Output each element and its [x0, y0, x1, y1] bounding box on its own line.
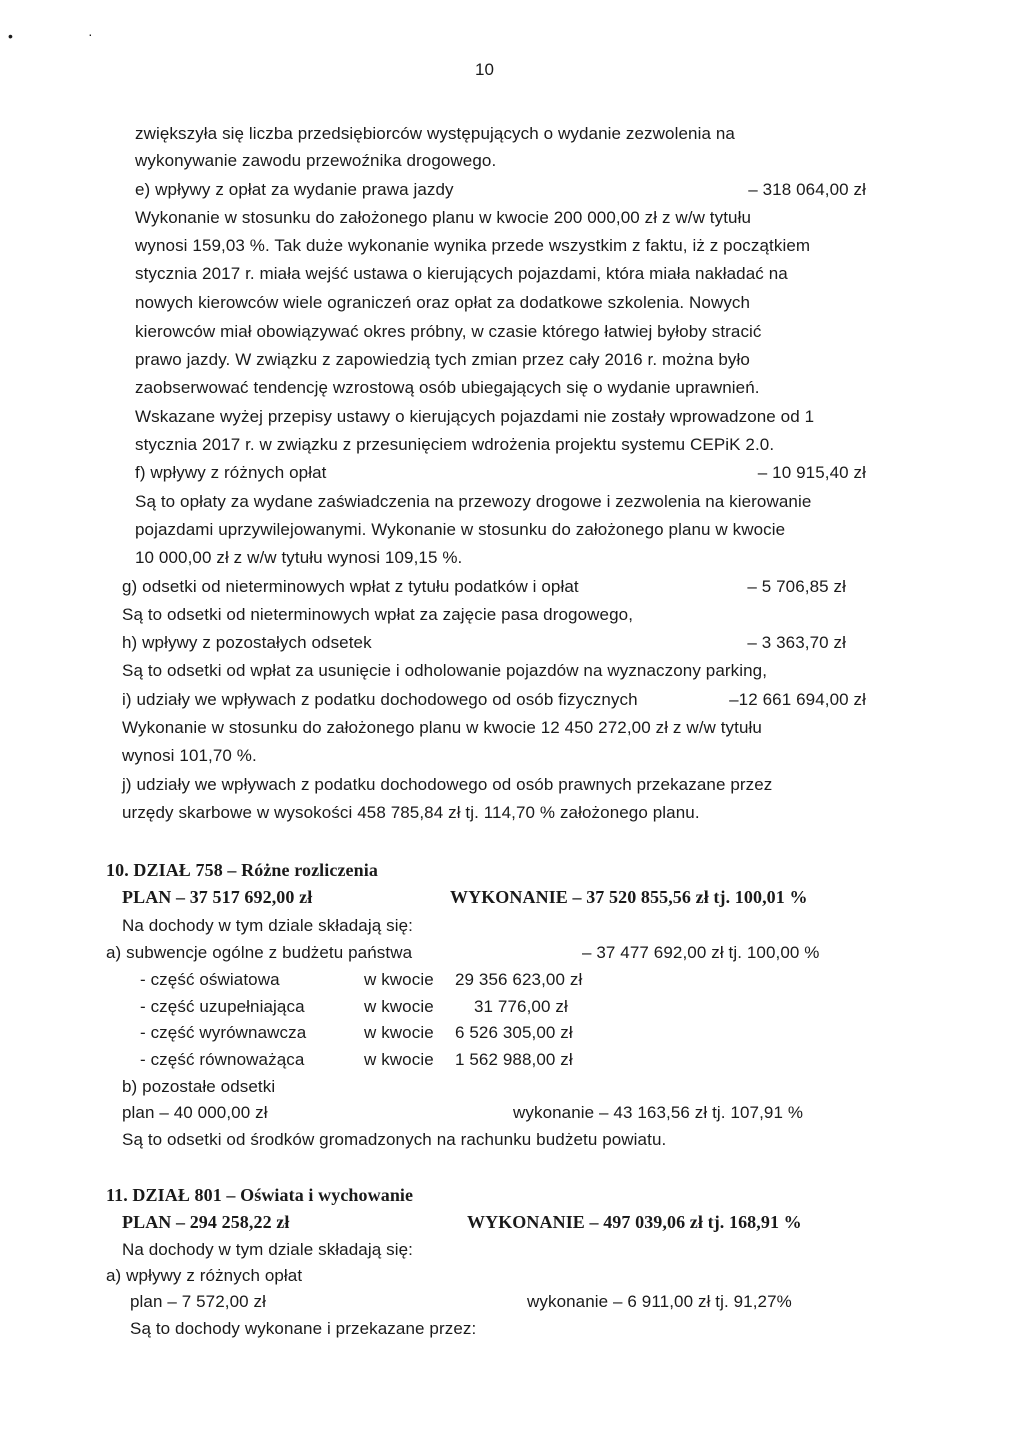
- item-h-amount: – 3 363,70 zł: [747, 633, 846, 652]
- section-11-heading: 11. DZIAŁ 801 – Oświata i wychowanie: [106, 1185, 414, 1205]
- para-line: pojazdami uprzywilejowanymi. Wykonanie w stosunku do założonego planu w kwocie: [135, 520, 786, 539]
- scan-mark-dot: ·: [88, 26, 93, 42]
- part-amount: 31 776,00 zł: [474, 997, 568, 1016]
- page-number: 10: [475, 60, 495, 79]
- item-i-amount: –12 661 694,00 zł: [729, 690, 866, 709]
- item-e-amount: – 318 064,00 zł: [748, 180, 866, 199]
- part-name: - część równoważąca: [140, 1050, 305, 1069]
- para-line: zaobserwować tendencję wzrostową osób ubiegających się o wydanie uprawnień.: [135, 378, 760, 397]
- item-j-line: urzędy skarbowe w wysokości 458 785,84 zł tj. 114,70 % założonego planu.: [122, 803, 700, 822]
- part-amount: 29 356 623,00 zł: [455, 970, 583, 989]
- item-i-label: i) udziały we wpływach z podatku dochodowego od osób fizycznych: [122, 690, 638, 709]
- part-kwocie: w kwocie: [364, 1050, 434, 1069]
- para-line: Wskazane wyżej przepisy ustawy o kierujących pojazdami nie zostały wprowadzone od 1: [135, 407, 815, 426]
- item-f-label: f) wpływy z różnych opłat: [135, 463, 327, 482]
- para-line: stycznia 2017 r. w związku z przesunięciem wdrożenia projektu systemu CEPiK 2.0.: [135, 435, 775, 454]
- part-kwocie: w kwocie: [364, 997, 434, 1016]
- item-f-amount: – 10 915,40 zł: [757, 463, 866, 482]
- para-line: prawo jazdy. W związku z zapowiedzią tych zmian przez cały 2016 r. można było: [135, 350, 750, 369]
- para-line: kierowców miał obowiązywać okres próbny, w czasie którego łatwiej byłoby stracić: [135, 322, 762, 341]
- section-11-intro: Na dochody w tym dziale składają się:: [122, 1240, 413, 1259]
- item-e-label: e) wpływy z opłat za wydanie prawa jazdy: [135, 180, 454, 199]
- item-h-label: h) wpływy z pozostałych odsetek: [122, 633, 372, 652]
- section-10-a-amount: – 37 477 692,00 zł tj. 100,00 %: [582, 943, 820, 962]
- part-name: - część uzupełniająca: [140, 997, 305, 1016]
- para-line: Wykonanie w stosunku do założonego planu w kwocie 12 450 272,00 zł z w/w tytułu: [122, 718, 762, 737]
- section-10-b-wykonanie: wykonanie – 43 163,56 zł tj. 107,91 %: [513, 1103, 804, 1122]
- para-line: Wykonanie w stosunku do założonego planu w kwocie 200 000,00 zł z w/w tytułu: [135, 208, 752, 227]
- part-amount: 6 526 305,00 zł: [455, 1023, 573, 1042]
- section-10-b-plan: plan – 40 000,00 zł: [122, 1103, 268, 1122]
- item-g-amount: – 5 706,85 zł: [747, 577, 846, 596]
- item-g-label: g) odsetki od nieterminowych wpłat z tytułu podatków i opłat: [122, 577, 579, 596]
- section-10-intro: Na dochody w tym dziale składają się:: [122, 916, 413, 935]
- scan-mark-bullet: •: [8, 28, 13, 44]
- para-line: nowych kierowców wiele ograniczeń oraz opłat za dodatkowe szkolenia. Nowych: [135, 293, 751, 312]
- section-11-plan: PLAN – 294 258,22 zł: [122, 1212, 290, 1232]
- section-11-a-plan: plan – 7 572,00 zł: [130, 1292, 267, 1311]
- part-name: - część wyrównawcza: [140, 1023, 307, 1042]
- part-name: - część oświatowa: [140, 970, 280, 989]
- para-line: Są to opłaty za wydane zaświadczenia na przewozy drogowe i zezwolenia na kierowanie: [135, 492, 812, 511]
- section-10-wykonanie: WYKONANIE – 37 520 855,56 zł tj. 100,01 %: [450, 887, 808, 907]
- para-line: wynosi 159,03 %. Tak duże wykonanie wynika przede wszystkim z faktu, iż z początkiem: [135, 236, 811, 255]
- section-11-a-note: Są to dochody wykonane i przekazane przez:: [130, 1319, 477, 1338]
- item-j-line: j) udziały we wpływach z podatku dochodowego od osób prawnych przekazane przez: [122, 775, 773, 794]
- section-10-b-label: b) pozostałe odsetki: [122, 1077, 276, 1096]
- para-line: 10 000,00 zł z w/w tytułu wynosi 109,15 %.: [135, 548, 463, 567]
- para-line: zwiększyła się liczba przedsiębiorców występujących o wydanie zezwolenia na: [135, 124, 735, 143]
- para-line: stycznia 2017 r. miała wejść ustawa o kierujących pojazdami, która miała nakładać na: [135, 264, 788, 283]
- section-11-a-label: a) wpływy z różnych opłat: [106, 1266, 303, 1285]
- part-amount: 1 562 988,00 zł: [455, 1050, 573, 1069]
- section-10-heading: 10. DZIAŁ 758 – Różne rozliczenia: [106, 860, 378, 880]
- section-10-b-note: Są to odsetki od środków gromadzonych na rachunku budżetu powiatu.: [122, 1130, 667, 1149]
- part-kwocie: w kwocie: [364, 1023, 434, 1042]
- section-10-plan: PLAN – 37 517 692,00 zł: [122, 887, 313, 907]
- part-kwocie: w kwocie: [364, 970, 434, 989]
- section-11-a-wykonanie: wykonanie – 6 911,00 zł tj. 91,27%: [527, 1292, 792, 1311]
- section-10-a-label: a) subwencje ogólne z budżetu państwa: [106, 943, 413, 962]
- para-line: wykonywanie zawodu przewoźnika drogowego.: [135, 151, 497, 170]
- para-line: Są to odsetki od wpłat za usunięcie i odholowanie pojazdów na wyznaczony parking,: [122, 661, 768, 680]
- para-line: Są to odsetki od nieterminowych wpłat za zajęcie pasa drogowego,: [122, 605, 634, 624]
- section-11-wykonanie: WYKONANIE – 497 039,06 zł tj. 168,91 %: [467, 1212, 802, 1232]
- para-line: wynosi 101,70 %.: [122, 746, 257, 765]
